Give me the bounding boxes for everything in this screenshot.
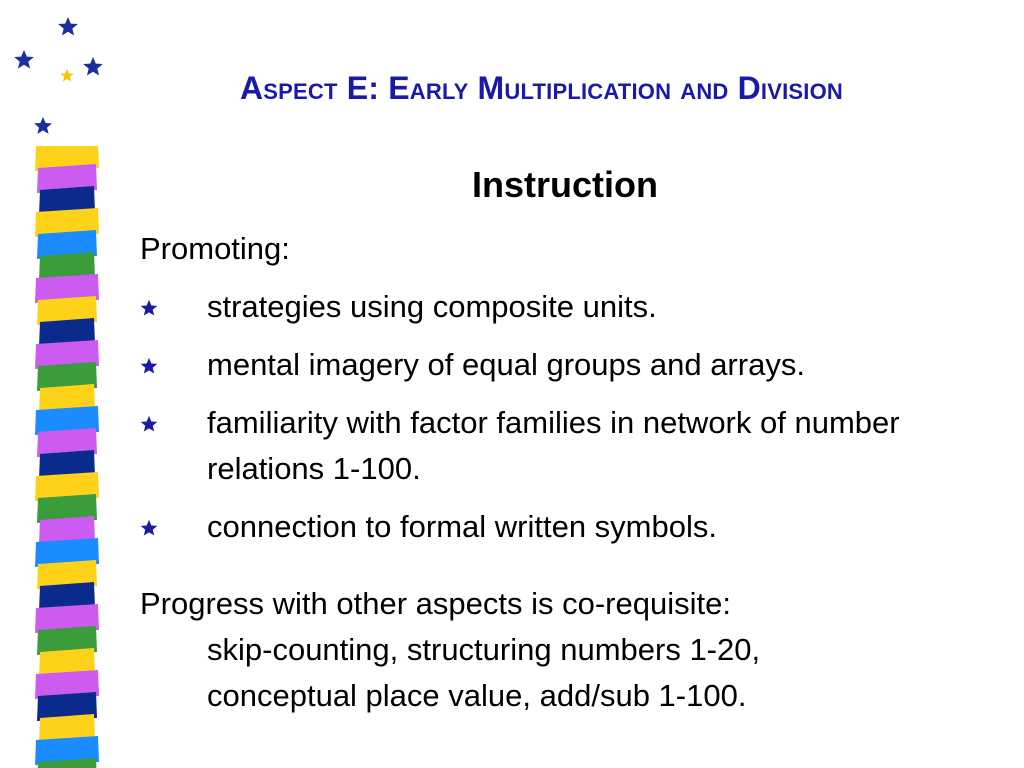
slide-title: Aspect E: Early Multiplication and Division <box>240 70 843 106</box>
progress-line: Progress with other aspects is co-requisite: <box>140 586 731 621</box>
star-icon <box>60 69 73 81</box>
star-icon <box>140 357 158 375</box>
list-item <box>140 342 1000 388</box>
bullet-list <box>140 284 1000 562</box>
list-item <box>140 284 1000 330</box>
bullet-text: strategies using composite units. <box>207 289 657 324</box>
list-item <box>140 504 1000 550</box>
slide-subtitle: Instruction <box>472 164 658 205</box>
star-icon <box>34 117 52 134</box>
progress-block <box>140 581 1000 719</box>
star-icon <box>140 415 158 433</box>
progress-detail-1: skip-counting, structuring numbers 1-20, <box>207 632 761 667</box>
bullet-text: mental imagery of equal groups and arrays. <box>207 347 805 382</box>
stripe-decoration <box>0 146 120 768</box>
list-item <box>140 400 1000 492</box>
progress-detail-2: conceptual place value, add/sub 1-100. <box>207 678 747 713</box>
star-icon <box>140 519 158 537</box>
bullet-text: connection to formal written symbols. <box>207 509 717 544</box>
star-icon <box>140 299 158 317</box>
star-icon <box>58 17 78 36</box>
star-icon <box>14 50 34 69</box>
bullet-text: familiarity with factor families in network of number relations 1-100. <box>207 405 900 486</box>
star-cluster-decoration <box>0 0 120 150</box>
promoting-label: Promoting: <box>140 231 290 266</box>
star-icon <box>83 57 103 76</box>
